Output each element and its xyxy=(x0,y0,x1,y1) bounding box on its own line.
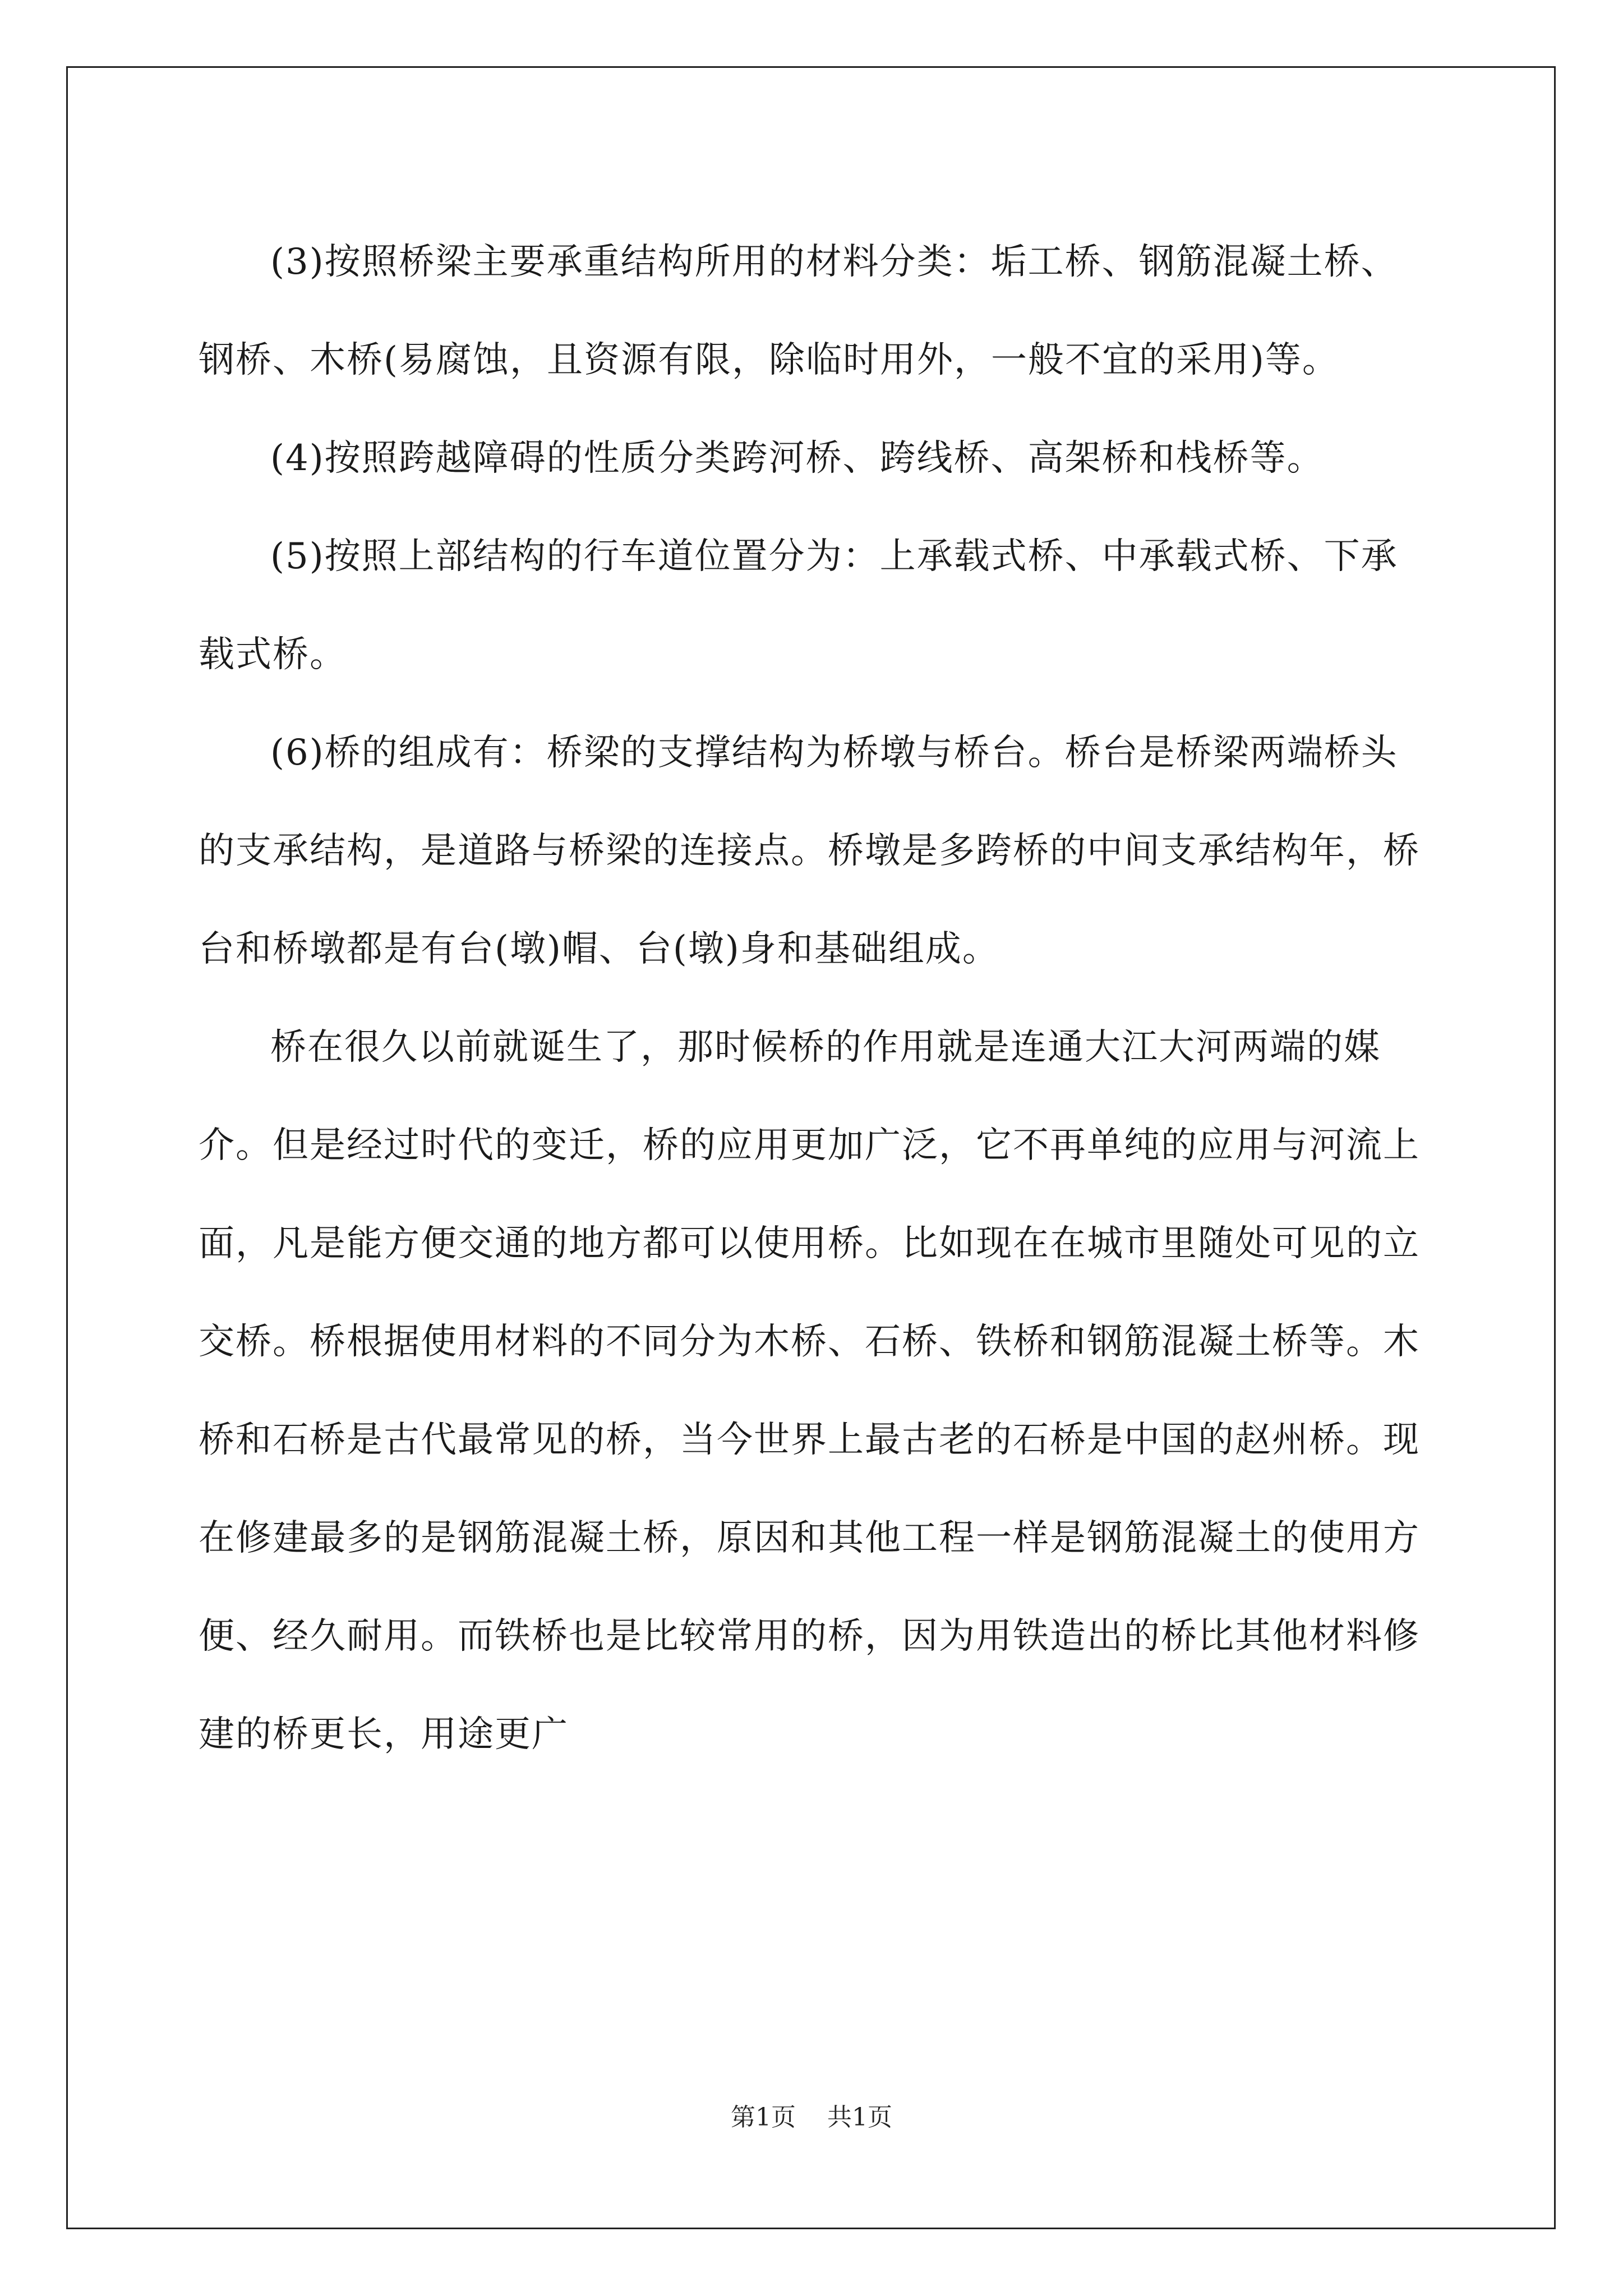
paragraph-bridge-composition: (6)桥的组成有：桥梁的支撑结构为桥墩与桥台。桥台是桥梁两端桥头的支承结构，是道路与桥梁的连接点。桥墩是多跨桥的中间支承结构年，桥台和桥墩都是有台(墩)帽、台(墩)身和基础组成。 xyxy=(199,732,1420,970)
paragraph-material-classification: (3)按照桥梁主要承重结构所用的材料分类：垢工桥、钢筋混凝土桥、钢桥、木桥(易腐蚀，且资源有限，除临时用外，一般不宜的采用)等。 xyxy=(199,241,1398,381)
document-body xyxy=(199,213,1432,1784)
page-number-current: 第1页 xyxy=(731,2103,796,2132)
paragraph-bridge-history: 桥在很久以前就诞生了，那时候桥的作用就是连通大江大河两端的媒介。但是经过时代的变迁，桥的应用更加广泛，它不再单纯的应用与河流上面，凡是能方便交通的地方都可以使用桥。比如现在在城市里随处可见的立交桥。桥根据使用材料的不同分为木桥、石桥、铁桥和钢筋混凝土桥等。木桥和石桥是古代最常见的桥，当今世界上最古老的石桥是中国的赵州桥。现在修建最多的是钢筋混凝土桥，原因和其他工程一样是钢筋混凝土的使用方便、经久耐用。而铁桥也是比较常用的桥，因为用铁造出的桥比其他材料修建的桥更长，用途更广 xyxy=(199,1027,1420,1755)
page-footer xyxy=(0,2101,1623,2134)
paragraph-deck-position-classification: (5)按照上部结构的行车道位置分为：上承载式桥、中承载式桥、下承载式桥。 xyxy=(199,536,1398,675)
page-number-total: 共1页 xyxy=(827,2103,892,2132)
paragraph-obstacle-classification: (4)按照跨越障碍的性质分类跨河桥、跨线桥、高架桥和栈桥等。 xyxy=(270,438,1324,479)
